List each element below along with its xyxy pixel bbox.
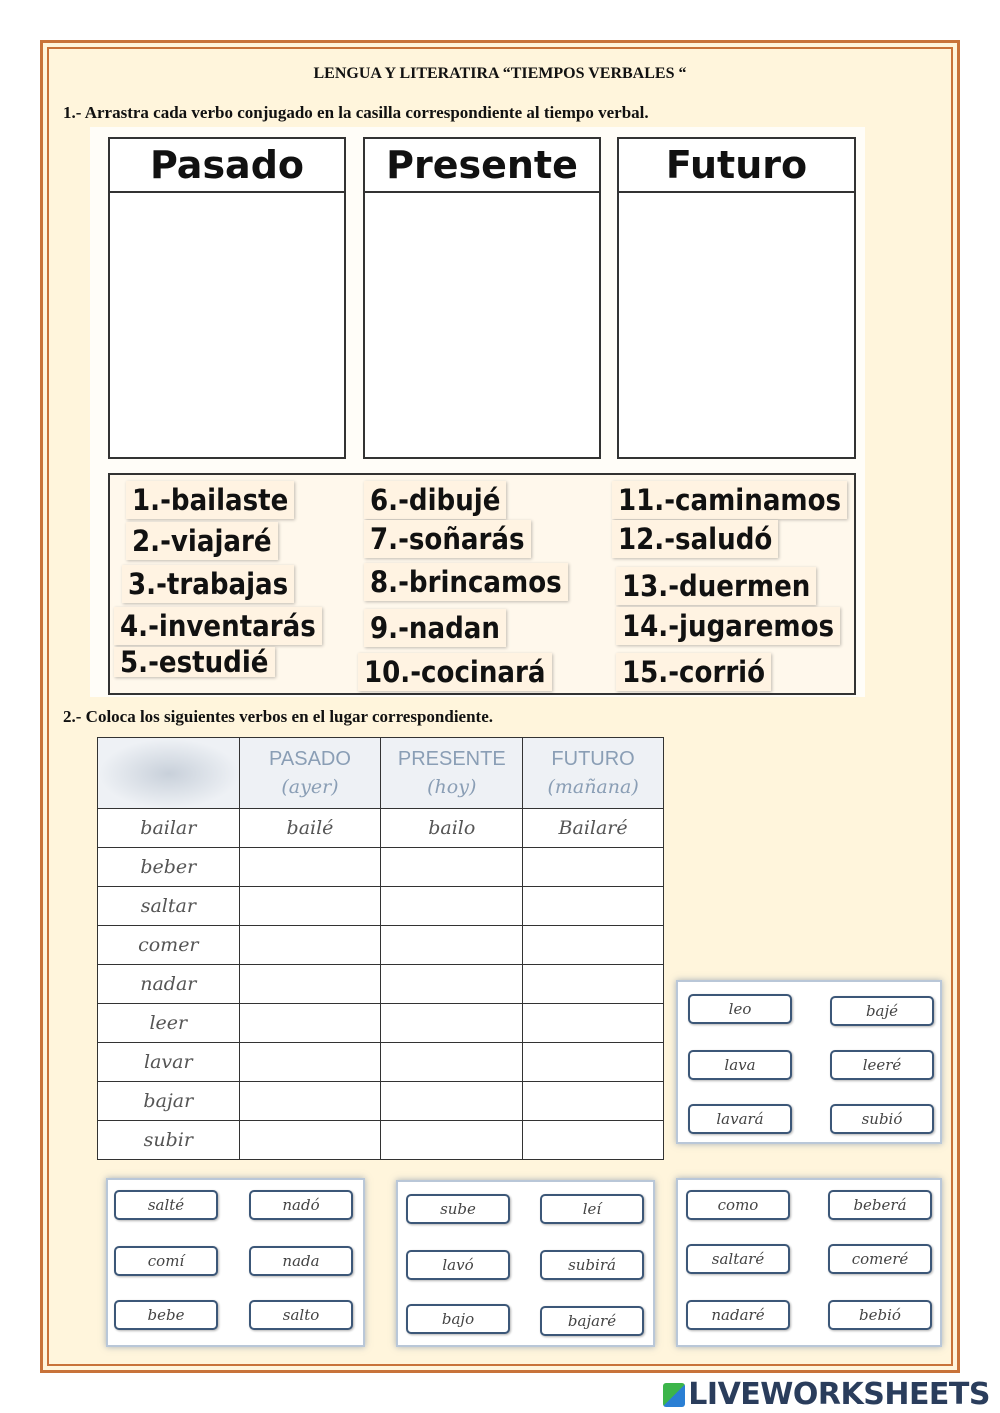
verb-infinitive: subir	[98, 1121, 240, 1160]
draggable-verb[interactable]: comí	[114, 1246, 218, 1276]
draggable-word[interactable]: 5.-estudié	[114, 647, 275, 677]
example-pasado: bailé	[239, 809, 381, 848]
drop-cell[interactable]	[239, 848, 381, 887]
draggable-word[interactable]: 2.-viajaré	[126, 522, 278, 560]
verb-infinitive: bailar	[98, 809, 240, 848]
draggable-word[interactable]: 4.-inventarás	[114, 607, 322, 645]
word-bank-c	[396, 1180, 655, 1347]
draggable-word[interactable]: 3.-trabajas	[122, 565, 294, 603]
draggable-verb[interactable]: leí	[540, 1194, 644, 1224]
draggable-verb[interactable]: lavará	[688, 1104, 792, 1134]
drop-cell[interactable]	[381, 887, 523, 926]
draggable-word[interactable]: 11.-caminamos	[612, 481, 847, 519]
drop-cell[interactable]	[381, 965, 523, 1004]
drop-zone-presente[interactable]	[363, 137, 601, 459]
drop-cell[interactable]	[523, 926, 664, 965]
word-bank-1	[108, 473, 856, 695]
draggable-word[interactable]: 15.-corrió	[616, 653, 771, 691]
drop-cell[interactable]	[523, 965, 664, 1004]
table-row	[98, 1004, 664, 1043]
draggable-verb[interactable]: bebió	[828, 1300, 932, 1330]
draggable-word[interactable]: 10.-cocinará	[358, 653, 552, 691]
draggable-verb[interactable]: bebe	[114, 1300, 218, 1330]
column-header-pasado: Pasado	[110, 139, 344, 193]
drop-cell[interactable]	[239, 1121, 381, 1160]
example-presente: bailo	[381, 809, 523, 848]
draggable-word[interactable]: 1.-bailaste	[126, 481, 294, 519]
drop-cell[interactable]	[523, 1082, 664, 1121]
table-row	[98, 1121, 664, 1160]
drop-cell[interactable]	[381, 1121, 523, 1160]
drop-cell[interactable]	[523, 1043, 664, 1082]
liveworksheets-badge-icon	[663, 1383, 685, 1407]
word-bank-b	[106, 1178, 365, 1347]
drop-cell[interactable]	[381, 1082, 523, 1121]
word-bank-a	[676, 980, 942, 1144]
draggable-word[interactable]: 12.-saludó	[612, 520, 778, 558]
header-presente: PRESENTE (hoy)	[381, 738, 523, 809]
draggable-verb[interactable]: nada	[249, 1246, 353, 1276]
drop-cell[interactable]	[239, 887, 381, 926]
drop-cell[interactable]	[239, 1082, 381, 1121]
draggable-verb[interactable]: salto	[249, 1300, 353, 1330]
draggable-verb[interactable]: leeré	[830, 1050, 934, 1080]
draggable-verb[interactable]: leo	[688, 994, 792, 1024]
draggable-verb[interactable]: beberá	[828, 1190, 932, 1220]
draggable-verb[interactable]: como	[686, 1190, 790, 1220]
corner-cell	[98, 738, 240, 809]
table-row	[98, 887, 664, 926]
verb-table	[97, 737, 664, 1160]
drop-cell[interactable]	[523, 848, 664, 887]
draggable-word[interactable]: 13.-duermen	[616, 567, 816, 605]
drop-cell[interactable]	[381, 1043, 523, 1082]
worksheet-title: LENGUA Y LITERATIRA “TIEMPOS VERBALES “	[313, 65, 687, 82]
verb-infinitive: beber	[98, 848, 240, 887]
worksheet	[40, 40, 960, 1373]
draggable-verb[interactable]: bajaré	[540, 1306, 644, 1336]
draggable-verb[interactable]: nadó	[249, 1190, 353, 1220]
table-row	[98, 1043, 664, 1082]
drop-zone-futuro[interactable]	[617, 137, 856, 459]
draggable-word[interactable]: 6.-dibujé	[364, 481, 506, 519]
liveworksheets-logo: LIVEWORKSHEETS	[663, 1377, 990, 1412]
draggable-verb[interactable]: saltaré	[686, 1244, 790, 1274]
verb-infinitive: nadar	[98, 965, 240, 1004]
column-header-futuro: Futuro	[619, 139, 854, 193]
table-row	[98, 848, 664, 887]
drop-zone-pasado[interactable]	[108, 137, 346, 459]
drop-cell[interactable]	[523, 1004, 664, 1043]
drop-cell[interactable]	[239, 1043, 381, 1082]
draggable-verb[interactable]: salté	[114, 1190, 218, 1220]
draggable-word[interactable]: 14.-jugaremos	[616, 607, 840, 645]
verb-infinitive: leer	[98, 1004, 240, 1043]
example-futuro: Bailaré	[523, 809, 664, 848]
verb-infinitive: bajar	[98, 1082, 240, 1121]
verb-infinitive: lavar	[98, 1043, 240, 1082]
verb-infinitive: saltar	[98, 887, 240, 926]
draggable-verb[interactable]: subió	[830, 1104, 934, 1134]
table-row	[98, 1082, 664, 1121]
draggable-verb[interactable]: lavó	[406, 1250, 510, 1280]
drop-cell[interactable]	[523, 1121, 664, 1160]
draggable-verb[interactable]: bajé	[830, 996, 934, 1026]
drop-cell[interactable]	[381, 1004, 523, 1043]
draggable-verb[interactable]: comeré	[828, 1244, 932, 1274]
drop-cell[interactable]	[239, 1004, 381, 1043]
draggable-word[interactable]: 7.-soñarás	[364, 520, 531, 558]
draggable-verb[interactable]: sube	[406, 1194, 510, 1224]
draggable-verb[interactable]: lava	[688, 1050, 792, 1080]
draggable-verb[interactable]: nadaré	[686, 1300, 790, 1330]
drop-cell[interactable]	[381, 848, 523, 887]
column-header-presente: Presente	[365, 139, 599, 193]
draggable-verb[interactable]: subirá	[540, 1250, 644, 1280]
drop-cell[interactable]	[523, 887, 664, 926]
exercise-2-instruction: 2.- Coloca los siguientes verbos en el lugar correspondiente.	[63, 707, 494, 726]
draggable-word[interactable]: 9.-nadan	[364, 609, 506, 647]
table-row	[98, 809, 664, 848]
table-row	[98, 926, 664, 965]
exercise-1	[90, 127, 865, 697]
header-futuro: FUTURO (mañana)	[523, 738, 664, 809]
drop-cell[interactable]	[239, 926, 381, 965]
exercise-1-instruction: 1.- Arrastra cada verbo conjugado en la casilla correspondiente al tiempo verbal.	[63, 103, 649, 122]
verb-infinitive: comer	[98, 926, 240, 965]
draggable-verb[interactable]: bajo	[406, 1304, 510, 1334]
drop-cell[interactable]	[381, 926, 523, 965]
table-row	[98, 965, 664, 1004]
draggable-word[interactable]: 8.-brincamos	[364, 563, 568, 601]
header-pasado: PASADO (ayer)	[239, 738, 381, 809]
drop-cell[interactable]	[239, 965, 381, 1004]
word-bank-d	[676, 1178, 942, 1347]
